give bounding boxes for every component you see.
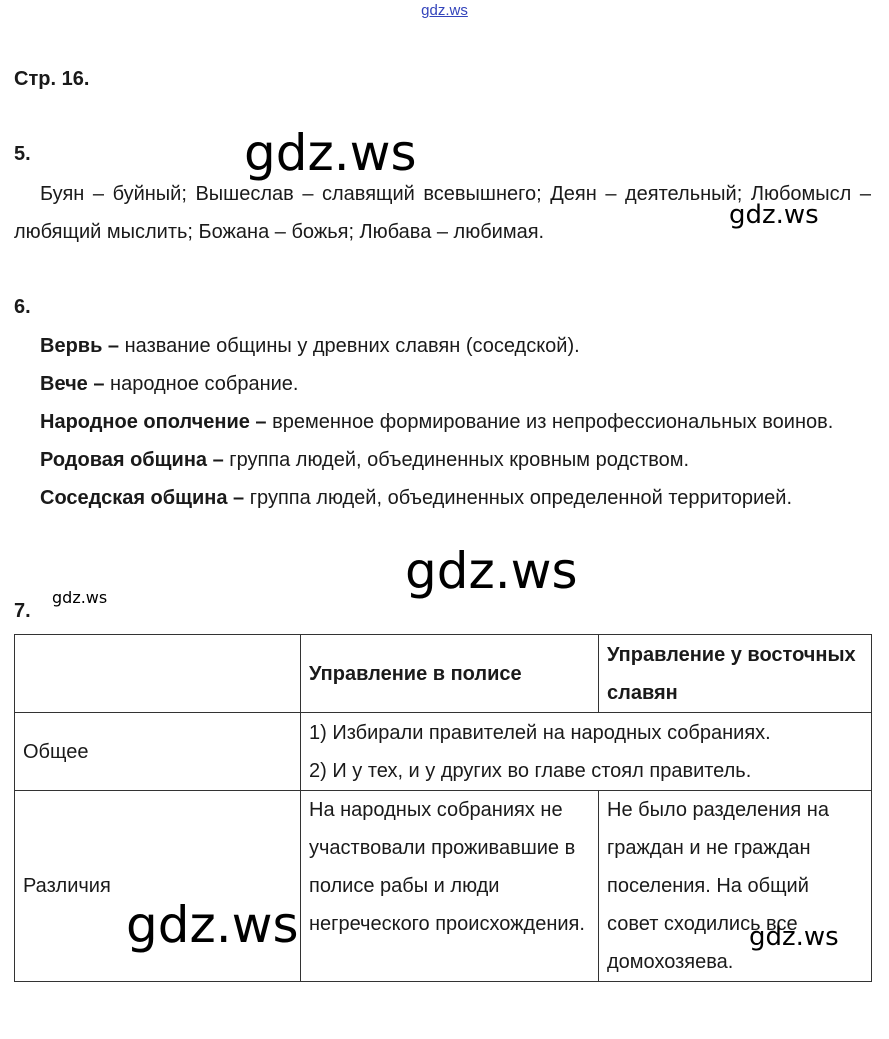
definition-text: название общины у древних славян (соседской). — [119, 335, 580, 357]
common-line-2: 2) И у тех, и у других во главе стоял правитель. — [309, 759, 752, 782]
header-cell-polis: Управление в полисе — [301, 635, 599, 713]
definition-item — [14, 365, 871, 403]
task-5-paragraph: Буян – буйный; Вышеслав – славящий всевышнего; Деян – деятельный; Любомысл – любящий мыслить; Божана – божья; Любава – любимая. — [14, 183, 871, 243]
definition-text: временное формирование из непрофессиональных воинов. — [266, 411, 834, 433]
common-cell — [301, 713, 872, 791]
definition-text: группа людей, объединенных определенной территорией. — [244, 487, 793, 509]
definition-item — [14, 441, 871, 479]
task-6-definitions — [14, 327, 871, 517]
header-cell-slavs: Управление у восточных славян — [599, 635, 872, 713]
definition-term: Вече – — [40, 373, 105, 395]
task-5-number: 5. — [14, 143, 31, 165]
definition-text: группа людей, объединенных кровным родством. — [223, 449, 690, 471]
differences-polis-cell: На народных собраниях не участвовали проживавшие в полисе рабы и люди негреческого происхождения. — [301, 791, 599, 982]
differences-slavs-cell: Не было разделения на граждан и не граждан поселения. На общий совет сходились все домохозяева. — [599, 791, 872, 982]
page-label: Стр. 16. — [14, 68, 90, 90]
table-row-common — [15, 713, 872, 791]
watermark-large-2: gdz.ws — [405, 542, 578, 600]
definition-item — [14, 403, 871, 441]
task-6-number: 6. — [14, 296, 31, 318]
row-label-common: Общее — [15, 713, 301, 791]
definition-term: Народное ополчение – — [40, 411, 267, 433]
definition-term: Вервь – — [40, 335, 120, 357]
watermark-medium-2: gdz.ws — [749, 922, 839, 952]
definition-term: Родовая община – — [40, 449, 224, 471]
row-label-differences: Различия — [15, 791, 301, 982]
watermark-small: gdz.ws — [52, 588, 108, 607]
definition-item — [14, 327, 871, 365]
top-watermark-link[interactable]: gdz.ws — [421, 2, 468, 19]
common-line-1: 1) Избирали правителей на народных собраниях. — [309, 721, 771, 744]
definition-item — [14, 479, 871, 517]
table-header-row — [15, 635, 872, 713]
watermark-large-3: gdz.ws — [126, 896, 299, 954]
watermark-medium-1: gdz.ws — [729, 200, 819, 230]
definition-text: народное собрание. — [104, 373, 299, 395]
header-cell-empty — [15, 635, 301, 713]
watermark-large-1: gdz.ws — [244, 124, 417, 182]
task-7-number: 7. — [14, 600, 31, 622]
definition-term: Соседская община – — [40, 487, 245, 509]
